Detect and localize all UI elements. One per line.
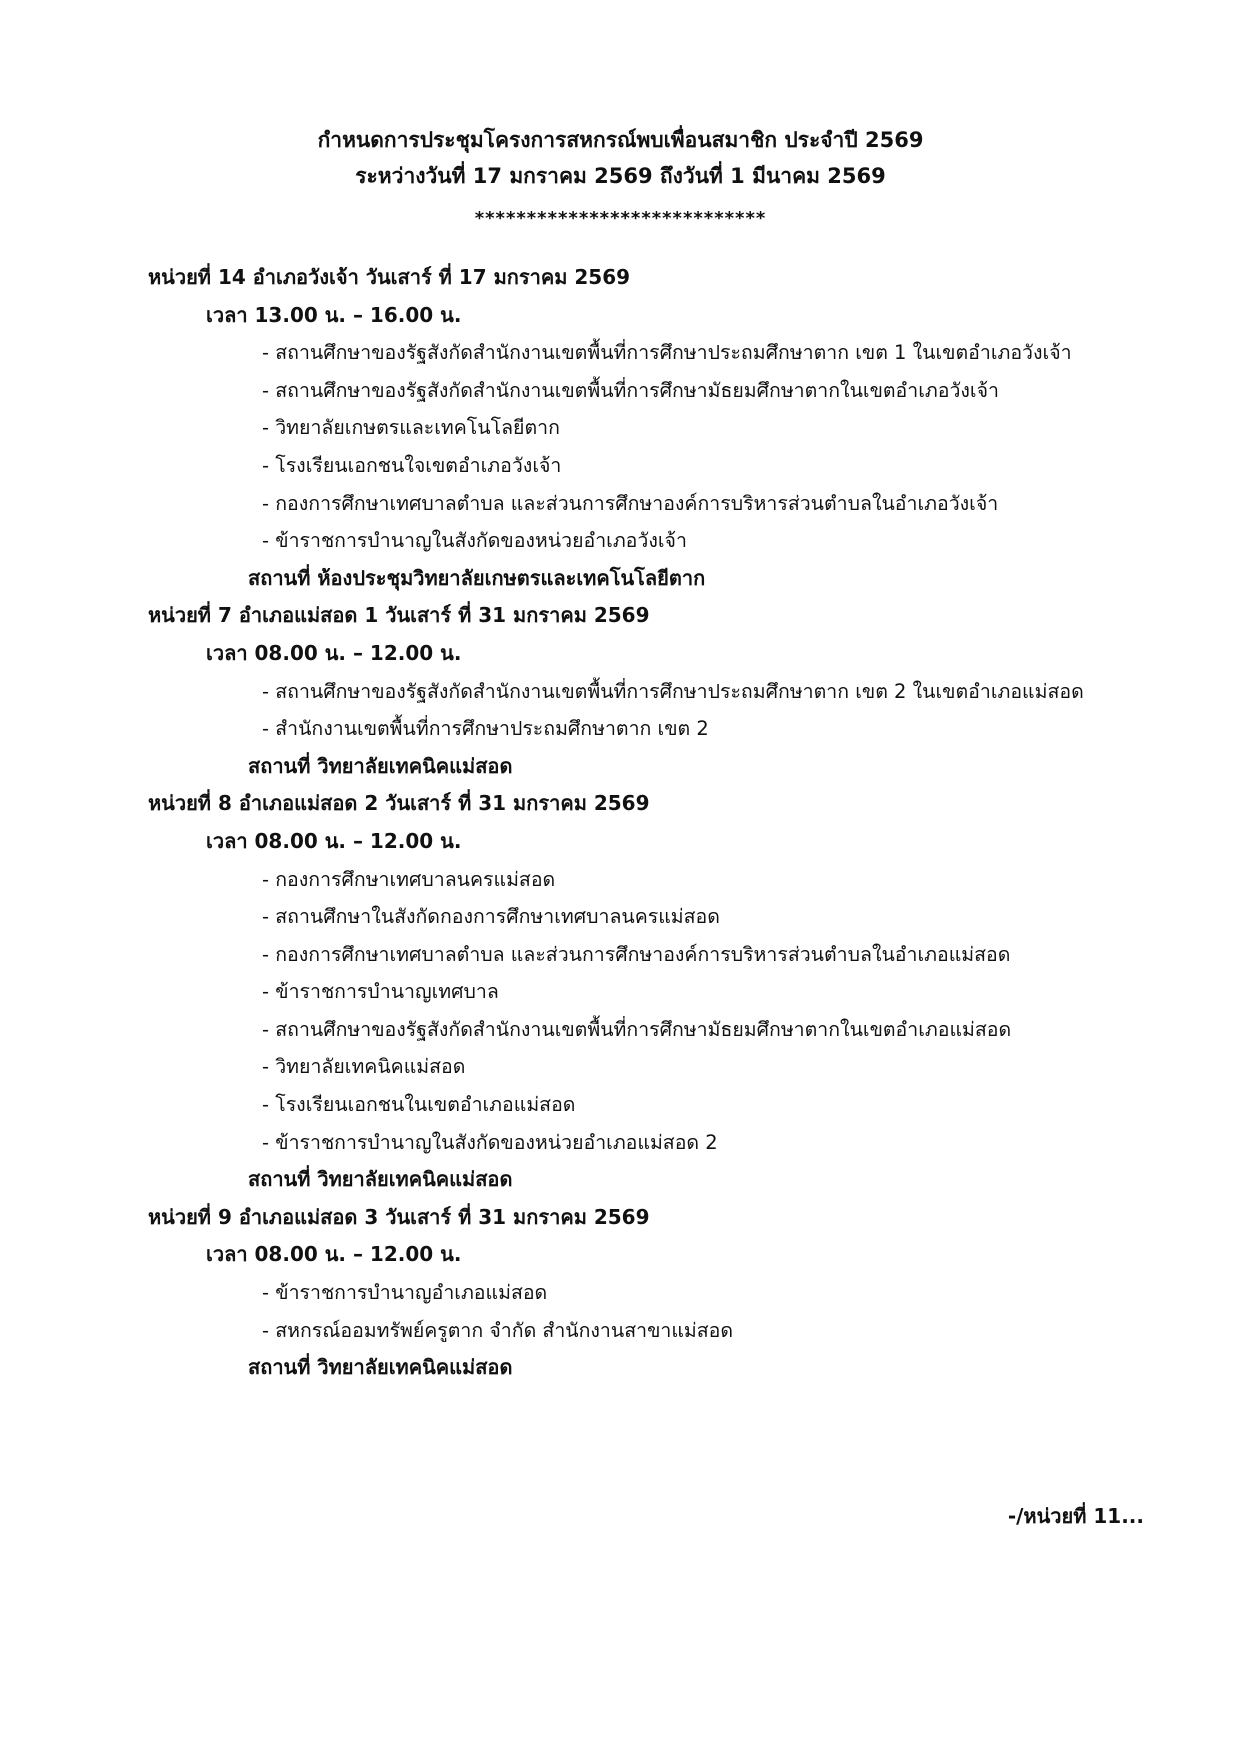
unit-section [148,597,1208,785]
unit-section [148,259,1208,597]
document-title: กำหนดการประชุมโครงการสหกรณ์พบเพื่อนสมาชิก ประจำปี 2569 [317,128,924,152]
attendee-item: - สำนักงานเขตพื้นที่การศึกษาประถมศึกษาตาก เขต 2 [262,717,709,741]
separator-line: **************************** [474,208,767,229]
unit-heading: หน่วยที่ 9 อำเภอแม่สอด 3 วันเสาร์ ที่ 31 มกราคม 2569 [148,1204,650,1229]
attendee-item: - วิทยาลัยเทคนิคแม่สอด [262,1055,466,1079]
attendee-item: - โรงเรียนเอกชนในเขตอำเภอแม่สอด [262,1093,576,1117]
unit-venue: สถานที่ ห้องประชุมวิทยาลัยเกษตรและเทคโนโลยีตาก [248,565,706,590]
unit-time: เวลา 08.00 น. – 12.00 น. [206,828,462,853]
attendee-item: - วิทยาลัยเกษตรและเทคโนโลยีตาก [262,416,560,440]
unit-section [148,1199,1208,1387]
unit-venue: สถานที่ วิทยาลัยเทคนิคแม่สอด [248,753,513,778]
attendee-item: - ข้าราชการบำนาญในสังกัดของหน่วยอำเภอวังเจ้า [262,529,687,553]
unit-heading: หน่วยที่ 8 อำเภอแม่สอด 2 วันเสาร์ ที่ 31 มกราคม 2569 [148,791,650,816]
attendee-item: - สหกรณ์ออมทรัพย์ครูตาก จำกัด สำนักงานสาขาแม่สอด [262,1318,734,1342]
attendee-item: - กองการศึกษาเทศบาลตำบล และส่วนการศึกษาองค์การบริหารส่วนตำบลในอำเภอวังเจ้า [262,491,999,515]
attendee-item: - สถานศึกษาของรัฐสังกัดสำนักงานเขตพื้นที่การศึกษามัธยมศึกษาตากในเขตอำเภอวังเจ้า [262,378,999,402]
attendee-item: - ข้าราชการบำนาญเทศบาล [262,980,499,1004]
attendee-item: - สถานศึกษาของรัฐสังกัดสำนักงานเขตพื้นที่การศึกษาประถมศึกษาตาก เขต 2 ในเขตอำเภอแม่สอด [262,679,1084,703]
unit-time: เวลา 08.00 น. – 12.00 น. [206,640,462,665]
attendee-item: - สถานศึกษาของรัฐสังกัดสำนักงานเขตพื้นที่การศึกษามัธยมศึกษาตากในเขตอำเภอแม่สอด [262,1017,1012,1041]
schedule-content [148,259,1208,1387]
attendee-item: - สถานศึกษาในสังกัดกองการศึกษาเทศบาลนครแม่สอด [262,905,720,929]
attendee-item: - สถานศึกษาของรัฐสังกัดสำนักงานเขตพื้นที่การศึกษาประถมศึกษาตาก เขต 1 ในเขตอำเภอวังเจ้า [262,341,1072,365]
continuation-note: -/หน่วยที่ 11... [1007,1504,1144,1528]
unit-heading: หน่วยที่ 14 อำเภอวังเจ้า วันเสาร์ ที่ 17 มกราคม 2569 [148,265,631,289]
attendee-item: - กองการศึกษาเทศบาลตำบล และส่วนการศึกษาองค์การบริหารส่วนตำบลในอำเภอแม่สอด [262,942,1011,966]
attendee-item: - ข้าราชการบำนาญในสังกัดของหน่วยอำเภอแม่สอด 2 [262,1130,718,1154]
attendee-item: - ข้าราชการบำนาญอำเภอแม่สอด [262,1281,548,1305]
unit-venue: สถานที่ วิทยาลัยเทคนิคแม่สอด [248,1167,513,1192]
unit-venue: สถานที่ วิทยาลัยเทคนิคแม่สอด [248,1355,513,1380]
document-date-range: ระหว่างวันที่ 17 มกราคม 2569 ถึงวันที่ 1 มีนาคม 2569 [355,164,886,188]
attendee-item: - โรงเรียนเอกชนใจเขตอำเภอวังเจ้า [262,453,562,477]
unit-section [148,785,1208,1199]
unit-time: เวลา 13.00 น. – 16.00 น. [206,302,462,327]
attendee-item: - กองการศึกษาเทศบาลนครแม่สอด [262,867,556,891]
unit-heading: หน่วยที่ 7 อำเภอแม่สอด 1 วันเสาร์ ที่ 31 มกราคม 2569 [148,603,650,628]
unit-time: เวลา 08.00 น. – 12.00 น. [206,1242,462,1267]
